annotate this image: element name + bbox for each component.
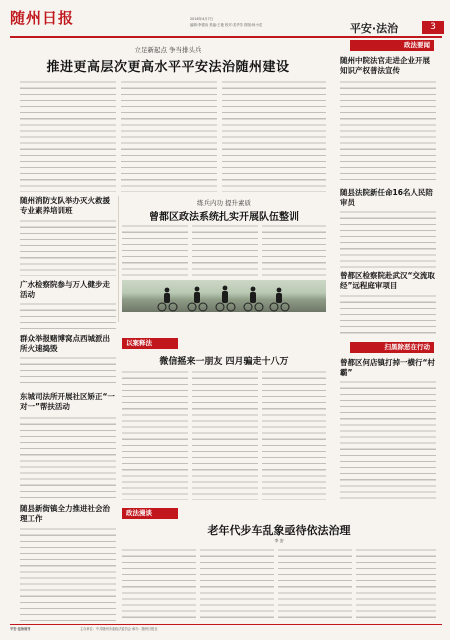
cyclists-illustration — [122, 280, 326, 312]
brief-title-walk: 广水检察院参与万人健步走活动 — [20, 280, 110, 299]
lead-headline: 推进更高层次更高水平平安法治随州建设 — [46, 60, 290, 75]
label-legal-talk: 政法漫谈 — [122, 508, 178, 519]
masthead-rule — [10, 36, 442, 38]
comment-body-col1 — [122, 548, 196, 620]
case-body-col3 — [262, 370, 326, 500]
comment-body-col4 — [356, 548, 436, 620]
label-politics-news: 政法要闻 — [350, 40, 434, 51]
comment-headline: 老年代步车乱象亟待依法治理 — [207, 524, 351, 537]
brief-title-community: 东城司法所开展社区矫正“一对一”帮扶活动 — [20, 392, 115, 411]
label-scan-evil: 扫黑除恶在行动 — [350, 342, 434, 353]
lead-body-col2 — [121, 80, 217, 192]
right-brief-body-village-bully — [340, 380, 436, 500]
lead-body-col1 — [20, 80, 116, 192]
issue-date: 2016年4月7日 — [190, 17, 214, 21]
page-number: 3 — [422, 21, 444, 34]
label-case-law: 以案释法 — [122, 338, 178, 349]
footer-rule — [10, 624, 442, 625]
feature-kicker: 练兵内功 提升素质 — [196, 199, 252, 207]
brief-body-walk — [20, 302, 116, 332]
newspaper-logo: 随州日报 — [10, 9, 75, 27]
section-title: 平安·法治 — [349, 22, 399, 35]
brief-body-fire — [20, 219, 116, 276]
lead-kicker: 立足新起点 争当排头兵 — [134, 46, 202, 54]
feature-headline: 曾都区政法系统扎实开展队伍整训 — [149, 212, 299, 223]
comment-byline: 李 安 — [274, 538, 284, 543]
case-body-col1 — [122, 370, 188, 500]
right-brief-title-village-bully: 曾都区何店镇打掉一横行“村霸” — [340, 358, 435, 377]
cycling-photo — [122, 280, 326, 312]
brief-body-xinjie — [20, 527, 116, 621]
right-brief-title-jurors: 随县法院新任命16名人民陪审员 — [340, 188, 433, 207]
footer-title: 平安·法治周刊 — [10, 627, 31, 631]
case-body-col2 — [192, 370, 258, 500]
editor-credits: 编辑:李德治 美编:王艳 校对:龙华芳 排版:杨小花 — [190, 23, 263, 27]
feature-body-col1 — [122, 224, 188, 276]
brief-title-gambling: 群众举报赌博窝点西城派出所火速捣毁 — [20, 334, 110, 353]
brief-title-xinjie: 随县新街镇全力推进社会治理工作 — [20, 504, 110, 523]
footer-info: 主办单位：中共随州市委政法委员会 承办：随州日报社 — [80, 627, 158, 631]
lead-body-col3 — [222, 80, 326, 192]
feature-body-col3 — [262, 224, 326, 276]
feature-body-col2 — [192, 224, 258, 276]
right-brief-body-procuratorate — [340, 294, 436, 334]
right-brief-body-jurors — [340, 210, 436, 270]
column-divider — [118, 196, 119, 322]
comment-body-col3 — [278, 548, 352, 620]
case-headline: 微信摇来一朋友 四月骗走十八万 — [159, 357, 289, 367]
right-brief-body-ip — [340, 80, 436, 180]
brief-body-community — [20, 416, 116, 500]
right-brief-title-ip: 随州中院法官走进企业开展知识产权普法宣传 — [340, 56, 430, 75]
brief-body-gambling — [20, 356, 116, 386]
right-brief-title-procuratorate: 曾都区检察院赴武汉“交流取经”远程庭审项目 — [340, 271, 435, 290]
brief-title-fire: 随州消防支队举办灭火救援专业素养培训班 — [20, 196, 110, 215]
comment-body-col2 — [200, 548, 274, 620]
